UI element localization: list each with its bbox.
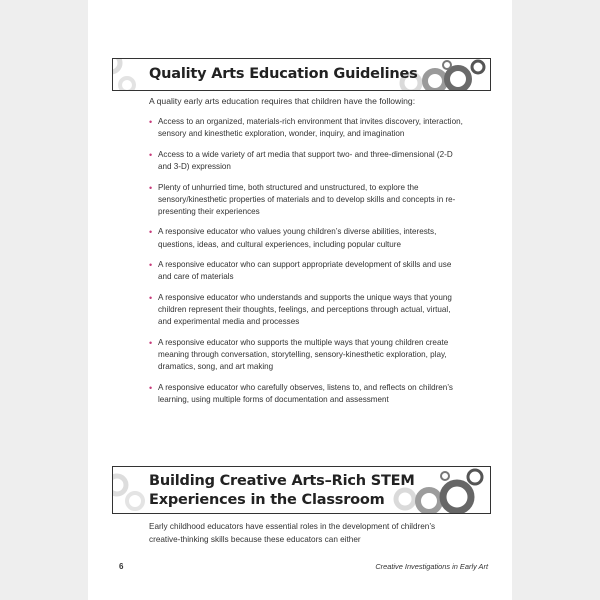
bullet-icon: • [149, 293, 153, 303]
guidelines-list [149, 116, 465, 415]
bullet-icon: • [149, 260, 153, 271]
list-item: • A responsive educator who can support appropriate development of skills and use and care of materials [149, 260, 452, 282]
section-banner-quality-arts [112, 58, 491, 91]
list-item: • Access to an organized, materials-rich environment that invites discovery, interaction, sensory and kinesthetic exploration, wonder, inquiry, and imagination [149, 117, 463, 139]
bullet-icon: • [149, 382, 153, 393]
list-item: • A responsive educator who carefully observes, listens to, and reflects on children’s learning, using multiple forms of documentation and assessment [149, 382, 453, 404]
running-footer-title: Creative Investigations in Early Art [375, 562, 488, 571]
section-title: Building Creative Arts–Rich STEM Experiences in the Classroom [149, 473, 415, 508]
bullet-icon: • [149, 337, 153, 348]
bullet-icon: • [149, 149, 153, 160]
list-item: • A responsive educator who values young children’s diverse abilities, interests, questions, ideas, and cultural experiences, including popular culture [149, 227, 437, 249]
intro-text: A quality early arts education requires that children have the following: [149, 96, 416, 106]
list-item: • A responsive educator who supports the multiple ways that young children create meaning through conversation, storytelling, sensory-kinesthetic exploration, play, dramatics, song, and art making [149, 337, 449, 372]
page-number: 6 [119, 562, 124, 571]
list-item: • Plenty of unhurried time, both structured and unstructured, to explore the sensory/kinesthetic properties of materials and to develop skills and concepts in re-presenting their experiences [149, 182, 456, 216]
bullet-icon: • [149, 227, 153, 238]
bullet-icon: • [149, 117, 153, 127]
section-title: Quality Arts Education Guidelines [149, 66, 418, 82]
list-item: • A responsive educator who understands and supports the unique ways that young children represent their thoughts, feelings, and perceptions through actual, virtual, and experimental media and processes [149, 293, 452, 327]
bullet-icon: • [149, 182, 153, 193]
closing-paragraph: Early childhood educators have essential roles in the development of children’s creative-thinking skills because these educators can either [149, 522, 436, 544]
section-banner-stem [112, 466, 491, 514]
list-item: • Access to a wide variety of art media that support two- and three-dimensional (2-D and 3-D) expression [149, 149, 453, 171]
